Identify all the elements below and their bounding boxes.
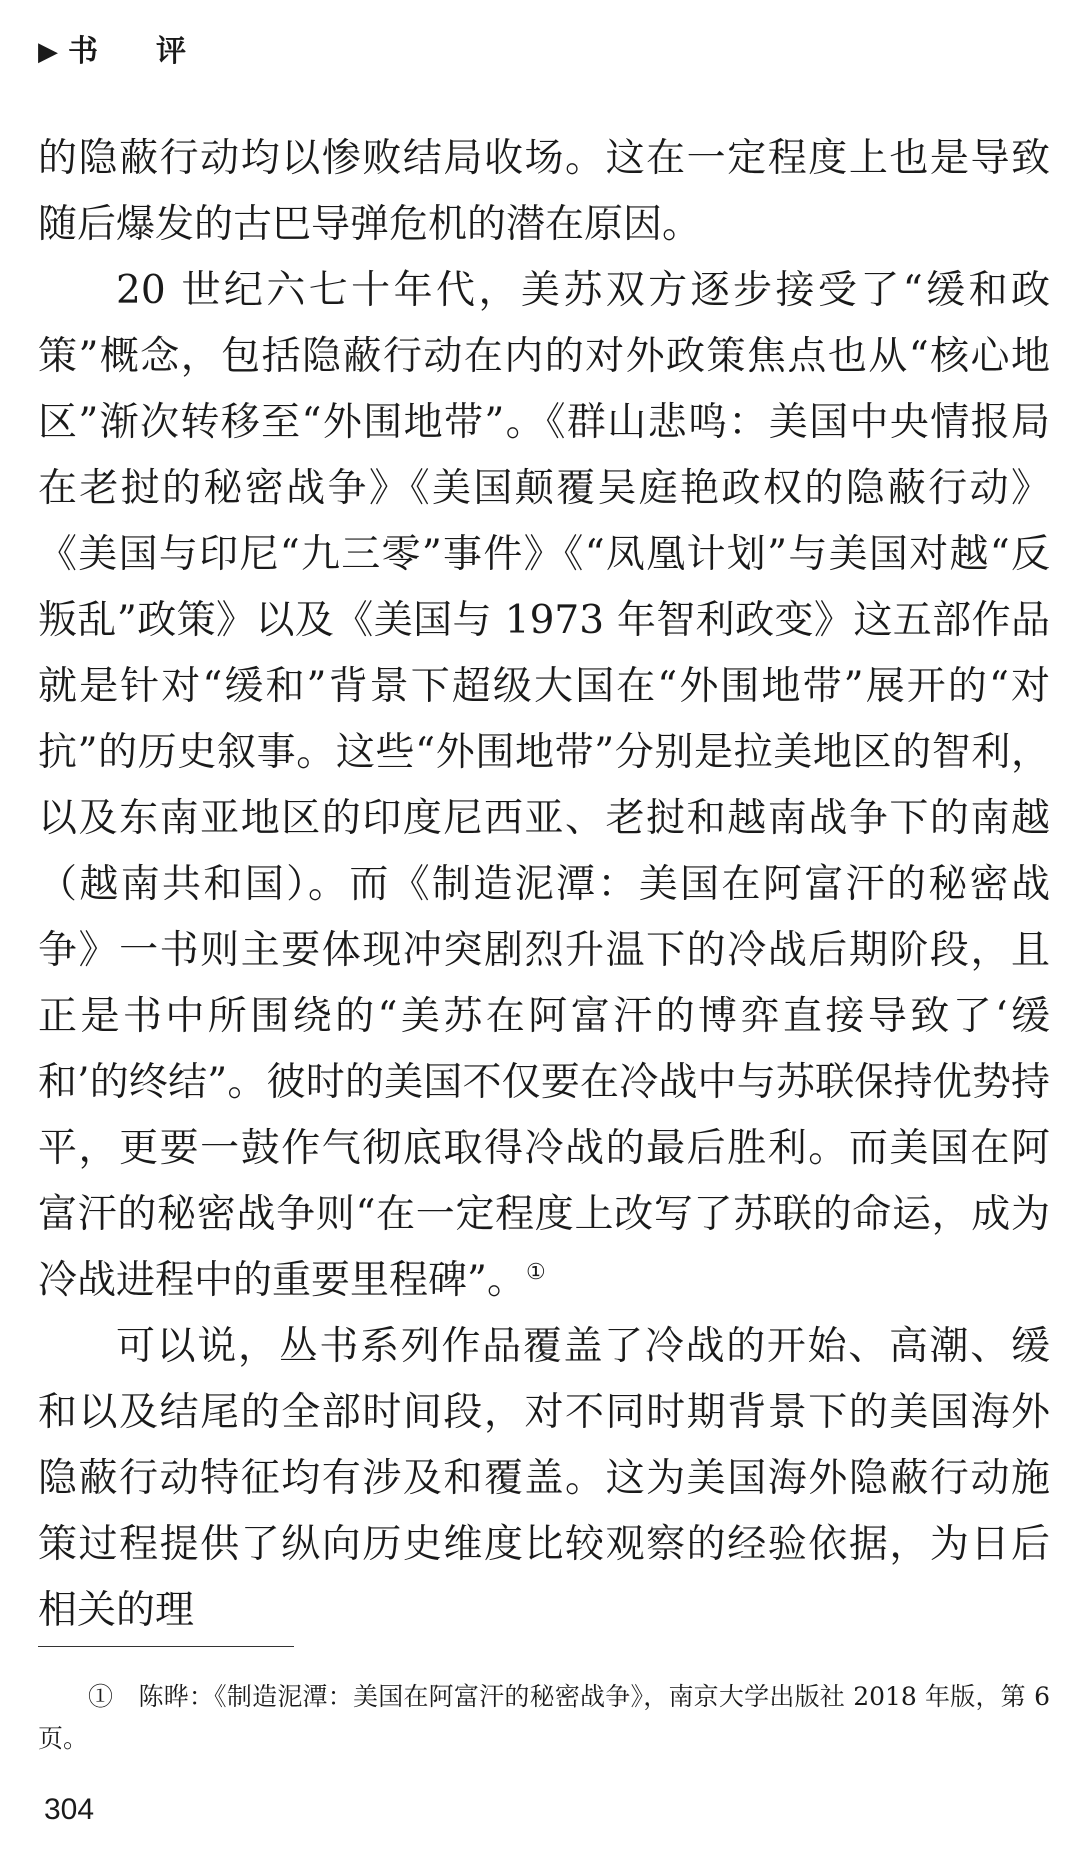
paragraph-3-text: 可以说，丛书系列作品覆盖了冷战的开始、高潮、缓和以及结尾的全部时间段，对不同时期背景下的美国海外隐蔽行动特征均有涉及和覆盖。这为美国海外隐蔽行动施策过程提供了纵向历史维度比较观察的经验依据，为日后相关的理: [38, 1324, 1050, 1633]
footnote: [38, 1676, 1050, 1760]
paragraph-1: [38, 126, 1050, 258]
paragraph-1-text: 的隐蔽行动均以惨败结局收场。这在一定程度上也是导致随后爆发的古巴导弹危机的潜在原因。: [38, 136, 1050, 247]
section-label: 书评: [68, 34, 244, 69]
paragraph-2: [38, 258, 1050, 1314]
footnote-paragraph: [38, 1676, 1050, 1760]
footnote-reference[interactable]: ①: [525, 1260, 546, 1285]
page-number: 304: [44, 1793, 95, 1826]
body-text: [38, 126, 1050, 1644]
paragraph-2-text: 20 世纪六七十年代，美苏双方逐步接受了“缓和政策”概念，包括隐蔽行动在内的对外政策焦点也从“核心地区”渐次转移至“外围地带”。《群山悲鸣：美国中央情报局在老挝的秘密战争》《美国颠覆吴庭艳政权的隐蔽行动》《美国与印尼“九三零”事件》《“凤凰计划”与美国对越“反叛乱”政策》以及《美国与 1973 年智利政变》这五部作品就是针对“缓和”背景下超级大国在“外围地带”展开的“对抗”的历史叙事。这些“外围地带”分别是拉美地区的智利，以及东南亚地区的印度尼西亚、老挝和越南战争下的南越（越南共和国）。而《制造泥潭：美国在阿富汗的秘密战争》一书则主要体现冲突剧烈升温下的冷战后期阶段，且正是书中所围绕的“美苏在阿富汗的博弈直接导致了‘缓和’的终结”。彼时的美国不仅要在冷战中与苏联保持优势持平，更要一鼓作气彻底取得冷战的最后胜利。而美国在阿富汗的秘密战争则“在一定程度上改写了苏联的命运，成为冷战进程中的重要里程碑”。: [38, 268, 1050, 1303]
footnote-divider: [38, 1646, 294, 1647]
footnote-text: 陈晔：《制造泥潭：美国在阿富汗的秘密战争》，南京大学出版社 2018 年版，第 6 页。: [38, 1682, 1050, 1753]
footnote-marker: ①: [88, 1682, 114, 1711]
paragraph-3: [38, 1314, 1050, 1644]
running-header: [38, 32, 244, 72]
play-triangle-icon: ▶: [38, 37, 58, 67]
